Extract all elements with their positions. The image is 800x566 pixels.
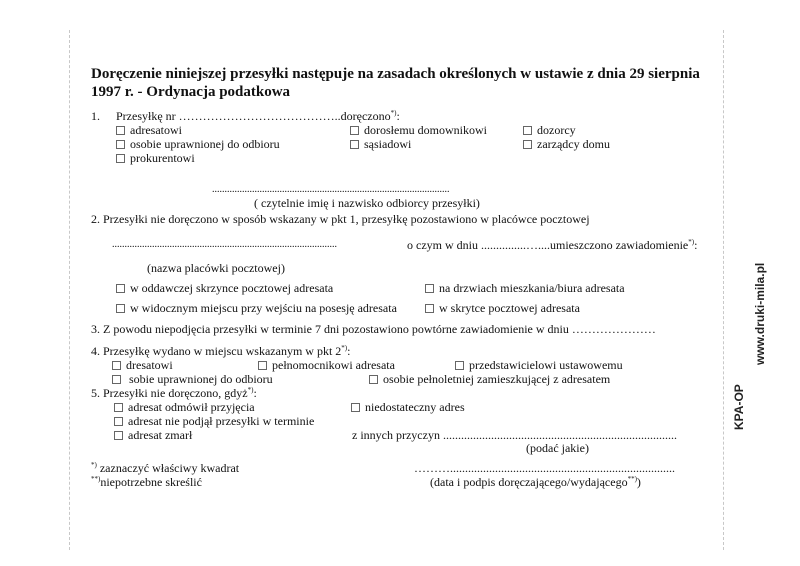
notice-date-line[interactable] bbox=[407, 238, 697, 252]
section-4-text: 4. Przesyłkę wydano w miejscu wskazanym w pkt 2 bbox=[91, 344, 342, 358]
option-label: w oddawczej skrzynce pocztowej adresata bbox=[130, 281, 334, 295]
option-label: adresat zmarł bbox=[128, 428, 193, 442]
option-odmowil-przyjecia[interactable] bbox=[114, 400, 255, 414]
colon: : bbox=[694, 238, 698, 252]
checkbox[interactable] bbox=[114, 417, 123, 426]
option-label: adresat nie podjął przesyłki w terminie bbox=[128, 414, 315, 428]
checkbox[interactable] bbox=[369, 375, 378, 384]
signature-field[interactable]: ………........................................................................... bbox=[414, 461, 675, 475]
option-label: pełnomocnikowi adresata bbox=[272, 358, 395, 372]
recipient-name-field[interactable]: ............................................................................................... bbox=[212, 184, 450, 195]
option-drzwi-mieszkania[interactable] bbox=[425, 281, 625, 295]
recipient-name-caption: ( czytelnie imię i nazwisko odbiorcy przesyłki) bbox=[254, 196, 480, 210]
option-label: osobie uprawnionej do odbioru bbox=[130, 137, 280, 151]
checkbox[interactable] bbox=[350, 126, 359, 135]
option-sobie-uprawnionej[interactable] bbox=[112, 372, 273, 386]
option-label: w widocznym miejscu przy wejściu na posesję adresata bbox=[130, 301, 397, 315]
other-reason-field[interactable]: z innych przyczyn .............................................................................. bbox=[352, 428, 677, 442]
option-nie-podjal[interactable] bbox=[114, 414, 314, 428]
option-prokurentowi[interactable] bbox=[116, 151, 195, 165]
colon: : bbox=[253, 386, 257, 400]
colon: : bbox=[347, 344, 351, 358]
checkbox[interactable] bbox=[523, 140, 532, 149]
checkbox[interactable] bbox=[116, 126, 125, 135]
option-pelnomocnikowi[interactable] bbox=[258, 358, 395, 372]
paren: ) bbox=[636, 475, 641, 489]
section-3-text: 3. Z powodu niepodjęcia przesyłki w terminie 7 dni pozostawiono powtórne zawiadomienie w dniu ………………… bbox=[91, 322, 656, 336]
website-url: www.druki-mila.pl bbox=[753, 262, 767, 365]
option-label: dozorcy bbox=[537, 123, 576, 137]
option-dozorcy[interactable] bbox=[523, 123, 576, 137]
checkbox[interactable] bbox=[116, 304, 125, 313]
checkbox[interactable] bbox=[258, 361, 267, 370]
signature-caption bbox=[430, 475, 641, 489]
footnote-text: niepotrzebne skreślić bbox=[100, 475, 202, 489]
checkbox[interactable] bbox=[425, 284, 434, 293]
footnote-mark: *) bbox=[341, 344, 348, 352]
checkbox[interactable] bbox=[114, 403, 123, 412]
footnote-mark: *) bbox=[91, 461, 97, 469]
checkbox[interactable] bbox=[350, 140, 359, 149]
checkbox[interactable] bbox=[112, 361, 121, 370]
form-code: KPA-OP bbox=[732, 384, 746, 430]
colon: : bbox=[396, 109, 400, 123]
footnote-2 bbox=[91, 475, 202, 489]
footnote-mark: *) bbox=[688, 238, 695, 246]
footnote-mark: **) bbox=[91, 475, 101, 483]
checkbox[interactable] bbox=[455, 361, 464, 370]
option-label: prokurentowi bbox=[130, 151, 195, 165]
section-5-heading bbox=[91, 386, 257, 400]
right-cut-line bbox=[723, 30, 724, 550]
title-line-1: Doręczenie niniejszej przesyłki następuje na zasadach określonych w ustawie z dnia 29 sierpnia bbox=[91, 66, 700, 82]
option-label: sobie uprawnionej do odbioru bbox=[129, 372, 273, 386]
checkbox[interactable] bbox=[116, 140, 125, 149]
post-office-caption: (nazwa placówki pocztowej) bbox=[147, 261, 285, 275]
footnote-mark: **) bbox=[627, 475, 637, 483]
checkbox[interactable] bbox=[425, 304, 434, 313]
footnote-1 bbox=[91, 461, 239, 475]
option-label: dresatowi bbox=[126, 358, 173, 372]
option-zarzadcy-domu[interactable] bbox=[523, 137, 610, 151]
checkbox[interactable] bbox=[523, 126, 532, 135]
option-label: osobie pełnoletniej zamieszkującej z adresatem bbox=[383, 372, 611, 386]
checkbox[interactable] bbox=[116, 284, 125, 293]
other-reason-caption: (podać jakie) bbox=[526, 441, 589, 455]
checkbox[interactable] bbox=[351, 403, 360, 412]
post-office-field[interactable]: .......................................................................................... bbox=[112, 239, 337, 250]
option-przedstawicielowi[interactable] bbox=[455, 358, 623, 372]
section-2-text: 2. Przesyłki nie doręczono w sposób wskazany w pkt 1, przesyłkę pozostawiono w placówce pocztowej bbox=[91, 212, 590, 226]
side-label bbox=[720, 230, 780, 430]
option-adresatowi[interactable] bbox=[116, 123, 182, 137]
notice-date-text: o czym w dniu ...............…....umieszczono zawiadomienie bbox=[407, 238, 689, 252]
section-1-text: Przesyłkę nr …………………………………..doręczono bbox=[116, 109, 391, 123]
option-sasiadowi[interactable] bbox=[350, 137, 411, 151]
option-label: przedstawicielowi ustawowemu bbox=[469, 358, 623, 372]
option-osobie-uprawnionej[interactable] bbox=[116, 137, 280, 151]
option-label: adresatowi bbox=[130, 123, 182, 137]
option-label: adresat odmówił przyjęcia bbox=[128, 400, 255, 414]
section-5-text: 5. Przesyłki nie doręczono, gdyż bbox=[91, 386, 248, 400]
footnote-mark: *) bbox=[390, 109, 397, 117]
left-cut-line bbox=[69, 30, 70, 550]
option-label: niedostateczny adres bbox=[365, 400, 465, 414]
option-skrzynka-pocztowa[interactable] bbox=[116, 281, 333, 295]
checkbox[interactable] bbox=[112, 375, 121, 384]
section-1-heading bbox=[116, 109, 400, 123]
option-widoczne-miejsce[interactable] bbox=[116, 301, 397, 315]
section-4-heading bbox=[91, 344, 350, 358]
option-osobie-pelnoletniej[interactable] bbox=[369, 372, 610, 386]
option-label: sąsiadowi bbox=[364, 137, 412, 151]
option-label: w skrytce pocztowej adresata bbox=[439, 301, 580, 315]
option-skrytka-pocztowa[interactable] bbox=[425, 301, 580, 315]
option-adresat-zmarl[interactable] bbox=[114, 428, 192, 442]
footnote-text: zaznaczyć właściwy kwadrat bbox=[96, 461, 240, 475]
option-label: dorosłemu domownikowi bbox=[364, 123, 487, 137]
option-label: zarządcy domu bbox=[537, 137, 610, 151]
option-dresatowi[interactable] bbox=[112, 358, 173, 372]
option-doroslemu-domownikowi[interactable] bbox=[350, 123, 487, 137]
checkbox[interactable] bbox=[116, 154, 125, 163]
option-niedostateczny-adres[interactable] bbox=[351, 400, 465, 414]
footnote-mark: *) bbox=[247, 386, 254, 394]
option-label: na drzwiach mieszkania/biura adresata bbox=[439, 281, 625, 295]
section-1-number: 1. bbox=[91, 109, 100, 123]
signature-caption-text: (data i podpis doręczającego/wydającego bbox=[430, 475, 628, 489]
checkbox[interactable] bbox=[114, 431, 123, 440]
title-line-2: 1997 r. - Ordynacja podatkowa bbox=[91, 84, 291, 100]
